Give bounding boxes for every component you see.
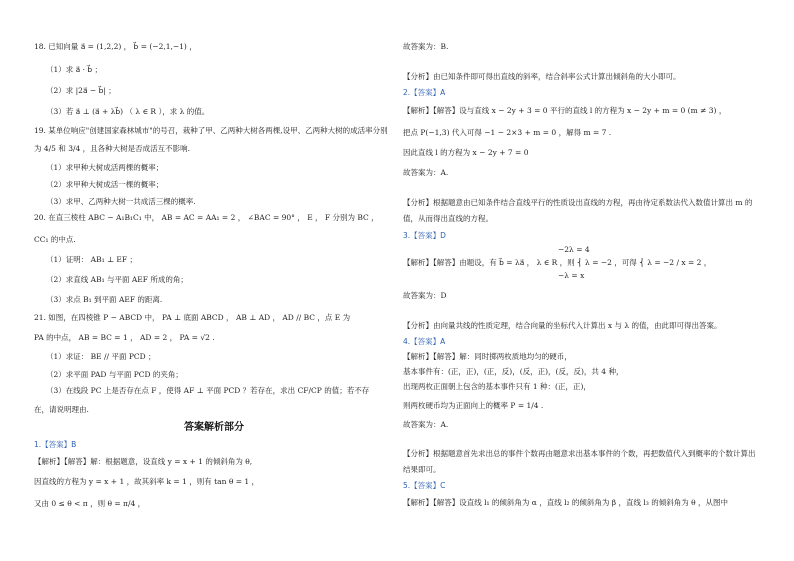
right.lines-line: −λ = x (558, 271, 585, 280)
right.lines-line: 2.【答案】A (403, 88, 446, 97)
right.lines-line: 【分析】由已知条件即可得出直线的斜率，结合斜率公式计算出倾斜角的大小即可。 (403, 72, 681, 81)
left.lines-line: （1）求证： BE // 平面 PCD ； (46, 352, 156, 361)
left.lines-line: （3）求甲、乙两种大树一共成活三棵的概率. (46, 197, 196, 206)
right.lines-line: 3.【答案】D (403, 231, 446, 240)
right.lines-line: 值，从而得出直线的方程。 (403, 214, 493, 223)
left.lines-line: PA 的中点， AB = BC = 1 ， AD = 2 ， PA = √2 . (34, 333, 215, 342)
right.lines-line: 【解析】【解答】解：同时掷两枚质地均匀的硬币， (403, 352, 572, 361)
right.lines-line: 基本事件有：(正，正)，(正，反)，(反，正)，(反，反)，共 4 种， (403, 367, 624, 376)
right.lines-line: −2λ = 4 (558, 245, 590, 254)
left.answers-line: 因直线的方程为 y = x + 1 ，故其斜率 k = 1 ，则有 tan θ = 1 ， (34, 477, 260, 486)
right.lines-line: 出现两枚正面朝上包含的基本事件只有 1 种：(正，正)， (403, 382, 591, 391)
right.lines-line: 【解析】【解答】设直线 l₁ 的倾斜角为 α ，直线 l₂ 的倾斜角为 β ，直线 l₃ 的倾斜角为 θ ，从图中 (403, 498, 728, 507)
left.answers-line: 【解析】【解答】解：根据题意，设直线 y = x + 1 的倾斜角为 θ, (34, 457, 253, 466)
left.lines-line: （1）求甲种大树成活两棵的概率； (46, 163, 164, 172)
left.lines-line: （3）若 a⃗ ⊥ (a⃗ + λb⃗) （ λ ∈ R ），求 λ 的值。 (46, 107, 210, 116)
right.lines-line: 【解析】【解答】设与直线 x − 2y + 3 = 0 平行的直线 l 的方程为 x − 2y + m = 0 (m ≠ 3) ， (403, 106, 727, 115)
right.lines-line: 把点 P(−1,3) 代入可得 −1 − 2×3 + m = 0 ，解得 m = 7 . (403, 128, 612, 137)
left.lines-line: 为 4/5 和 3/4 ，且各种大树是否成活互不影响. (34, 144, 191, 153)
right.lines-line: 【分析】由向量共线的性质定理，结合向量的坐标代入计算出 x 与 λ 的值，由此即可得出答案。 (403, 321, 722, 330)
left-column (34, 0, 394, 561)
right.lines-line: 结果即可。 (403, 465, 441, 474)
right.lines-line: 因此直线 l 的方程为 x − 2y + 7 = 0 (403, 148, 529, 157)
right-column (403, 0, 763, 561)
right.lines-line: 【解析】【解答】由题设，有 b⃗ = λa⃗ ， λ ∈ R ，则 ⎨ λ = −2 ，可得 ⎨ λ = −2 / x = 2 ， (403, 258, 712, 267)
left.lines-line: （3）在线段 PC 上是否存在点 F ，使得 AF ⊥ 平面 PCD ？若存在，求出 CF/CP 的值；若不存 (46, 386, 370, 395)
right.lines-line: 5.【答案】C (403, 481, 446, 490)
right.lines-line: 4.【答案】A (403, 337, 446, 346)
left.lines-line: （2）求 |2a⃗ − b⃗| ； (46, 86, 116, 95)
left.lines-line: （2）求甲种大树成活一棵的概率； (46, 180, 164, 189)
left.lines-line: CC₁ 的中点. (34, 235, 76, 244)
left.lines-line: 在，请说明理由. (34, 405, 89, 414)
right.lines-line: 则两枚硬币均为正面向上的概率 P = 1/4 . (403, 401, 544, 410)
right.lines-line: 【分析】根据题意首先求出总的事件个数再由题意求出基本事件的个数，再把数值代入到概率的个数计算出 (403, 449, 756, 458)
right.lines-line: 故答案为：D (403, 291, 447, 300)
right.lines-line: 故答案为：A. (403, 168, 449, 177)
left.lines-line: （2）求直线 AB₁ 与平面 AEF 所成的角； (46, 275, 188, 284)
left.answers-line: 又由 0 ≤ θ < π ，则 θ = π/4 ， (34, 499, 146, 508)
right.lines-line: 故答案为：B. (403, 42, 449, 51)
left.answers-line: 1.【答案】B (34, 440, 77, 449)
right.lines-line: 【分析】根据题意由已知条件结合直线平行的性质设出直线的方程，再由待定系数法代入数值计算出 m 的 (403, 198, 753, 207)
left.lines-line: 20. 在直三棱柱 ABC − A₁B₁C₁ 中， AB = AC = AA₁ = 2 ， ∠BAC = 90° ， E ， F 分别为 BC ， (34, 213, 379, 222)
left.lines-line: 19. 某单位响应"创建国家森林城市"的号召，栽种了甲、乙两种大树各两棵,设甲、乙两种大树的成活率分别 (34, 126, 388, 135)
left.lines-line: （1）证明： AB₁ ⊥ EF ； (46, 255, 137, 264)
left.lines-line: 21. 如图，在四棱锥 P − ABCD 中， PA ⊥ 底面 ABCD ， AB ⊥ AD ， AD // BC ，点 E 为 (34, 313, 351, 322)
section-title: 答案解析部分 (184, 422, 244, 433)
left.lines-line: （3）求点 B₁ 到平面 AEF 的距离. (46, 295, 163, 304)
left.lines-line: （2）求平面 PAD 与平面 PCD 的夹角； (46, 370, 183, 379)
left.lines-line: （1）求 a⃗ · b⃗ ； (46, 65, 103, 74)
left.lines-line: 18. 已知向量 a⃗ = (1,2,2) ， b⃗ = (−2,1,−1) ， (34, 42, 197, 51)
right.lines-line: 故答案为：A. (403, 420, 449, 429)
